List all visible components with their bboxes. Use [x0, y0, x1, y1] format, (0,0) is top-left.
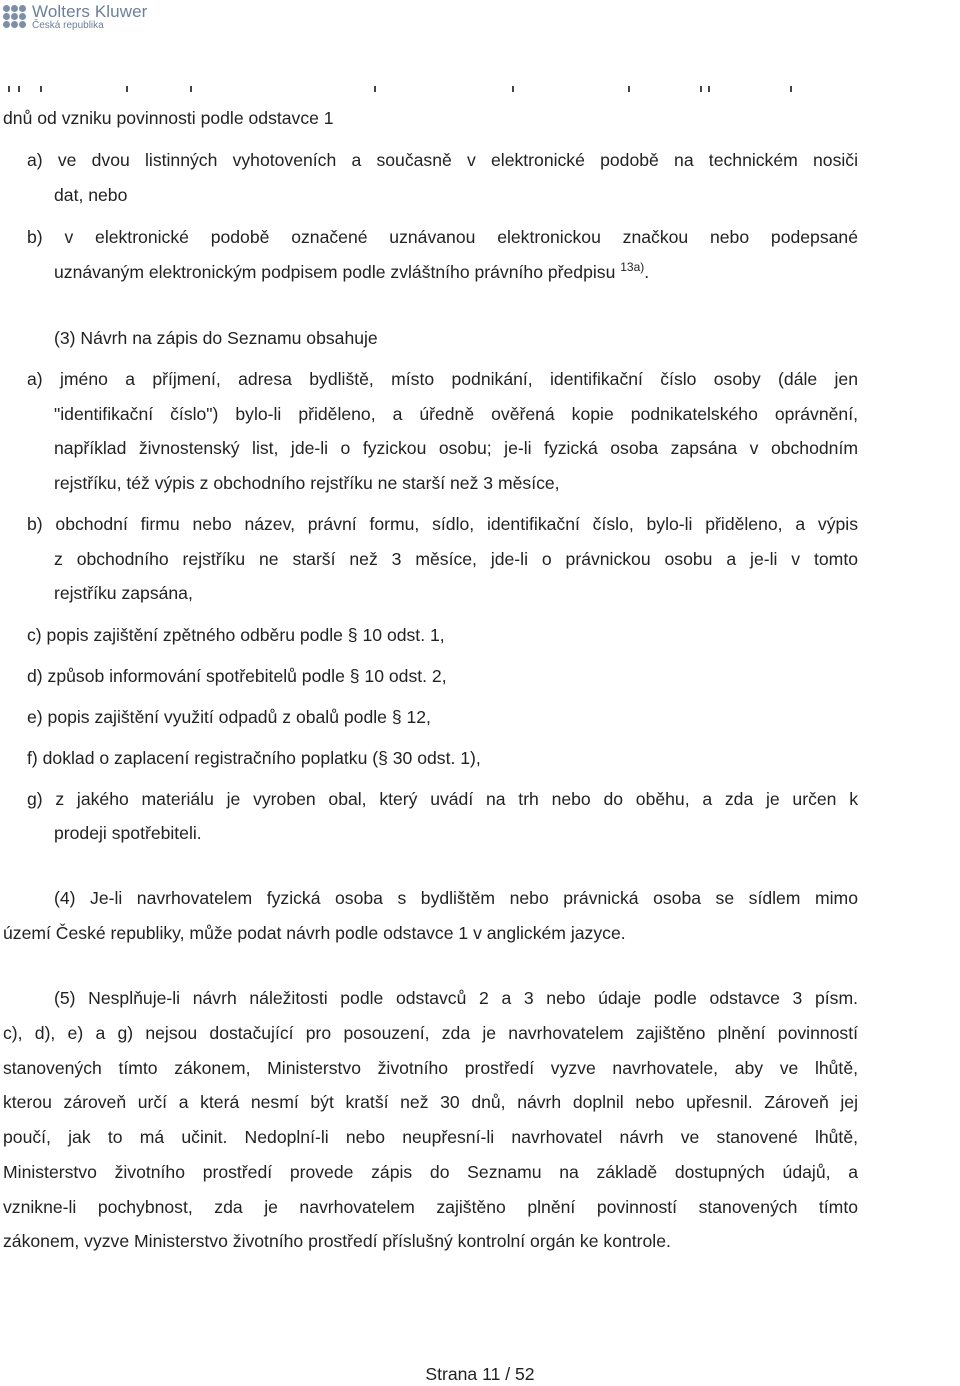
list-item: d) způsob informování spotřebitelů podle § 10 odst. 2,	[27, 666, 447, 686]
text-line: dnů od vzniku povinnosti podle odstavce 1	[3, 108, 334, 128]
text-line: dat, nebo	[54, 185, 128, 205]
text-line: například živnostenský list, jde-li o fyzickou osobu; je-li fyzická osoba zapsána v obchodním	[54, 438, 858, 458]
paragraph-line: (5) Nesplňuje-li návrh náležitosti podle odstavců 2 a 3 nebo údaje podle odstavce 3 písm.	[54, 988, 858, 1008]
text-fragment: .	[644, 262, 650, 282]
list-item: c) popis zajištění zpětného odběru podle § 10 odst. 1,	[27, 625, 445, 645]
publisher-logo	[3, 3, 147, 31]
paragraph-line: vznikne-li pochybnost, zda je navrhovatelem zajištěno plnění povinností stanovených tímto	[3, 1197, 858, 1217]
paragraph-line: c), d), e) a g) nejsou dostačující pro posouzení, zda je navrhovatelem zajištěno plnění povinností	[3, 1023, 858, 1043]
list-item: a) ve dvou listinných vyhotoveních a současně v elektronické podobě na technickém nosiči	[27, 150, 858, 170]
paragraph-line: území České republiky, může podat návrh podle odstavce 1 v anglickém jazyce.	[3, 923, 626, 943]
page-number: Strana 11 / 52	[425, 1364, 535, 1384]
paragraph-line: zákonem, vyzve Ministerstvo životního prostředí příslušný kontrolní orgán ke kontrole.	[3, 1231, 671, 1251]
text-line: z obchodního rejstříku ne starší než 3 měsíce, jde-li o právnickou osobu a je-li v tomto	[54, 549, 858, 569]
logo-dots-icon	[3, 5, 27, 29]
text-line: rejstříku zapsána,	[54, 583, 193, 603]
paragraph-line: poučí, jak to má učinit. Nedoplní-li nebo neupřesní-li navrhovatel návrh ve stanovené lhůtě,	[3, 1127, 858, 1147]
list-item: b) obchodní firmu nebo název, právní formu, sídlo, identifikační číslo, bylo-li přiděleno, a výpis	[27, 514, 858, 534]
logo-name: Wolters Kluwer	[32, 2, 148, 21]
text-line: "identifikační číslo") bylo-li přiděleno, a úředně ověřená kopie podnikatelského oprávnění,	[54, 404, 858, 424]
list-item: e) popis zajištění využití odpadů z obalů podle § 12,	[27, 707, 431, 727]
text-fragment: uznávaným elektronickým podpisem podle zvláštního právního předpisu	[54, 262, 616, 282]
logo-subtitle: Česká republika	[32, 20, 104, 31]
list-item: a) jméno a příjmení, adresa bydliště, místo podnikání, identifikační číslo osoby (dále jen	[27, 369, 858, 389]
paragraph-line: (4) Je-li navrhovatelem fyzická osoba s bydlištěm nebo právnická osoba se sídlem mimo	[54, 888, 858, 908]
paragraph-line: Ministerstvo životního prostředí provede zápis do Seznamu na základě dostupných údajů, a	[3, 1162, 858, 1182]
list-item: b) v elektronické podobě označené uznávanou elektronickou značkou nebo podepsané	[27, 227, 858, 247]
paragraph-line: stanovených tímto zákonem, Ministerstvo životního prostředí vyzve navrhovatele, aby ve lhůtě,	[3, 1058, 858, 1078]
text-line: prodeji spotřebiteli.	[54, 823, 202, 843]
clipped-previous-line	[0, 80, 960, 92]
text-line: rejstříku, též výpis z obchodního rejstříku ne starší než 3 měsíce,	[54, 473, 560, 493]
footnote-ref: 13a)	[620, 260, 645, 274]
list-item: g) z jakého materiálu je vyroben obal, který uvádí na trh nebo do oběhu, a zda je určen k	[27, 789, 858, 809]
paragraph-heading: (3) Návrh na zápis do Seznamu obsahuje	[54, 328, 378, 348]
list-item: f) doklad o zaplacení registračního poplatku (§ 30 odst. 1),	[27, 748, 481, 768]
text-line-with-footnote	[54, 261, 649, 283]
paragraph-line: kterou zároveň určí a která nesmí být kratší než 30 dnů, návrh doplnil nebo upřesnil. Zároveň jej	[3, 1092, 858, 1112]
